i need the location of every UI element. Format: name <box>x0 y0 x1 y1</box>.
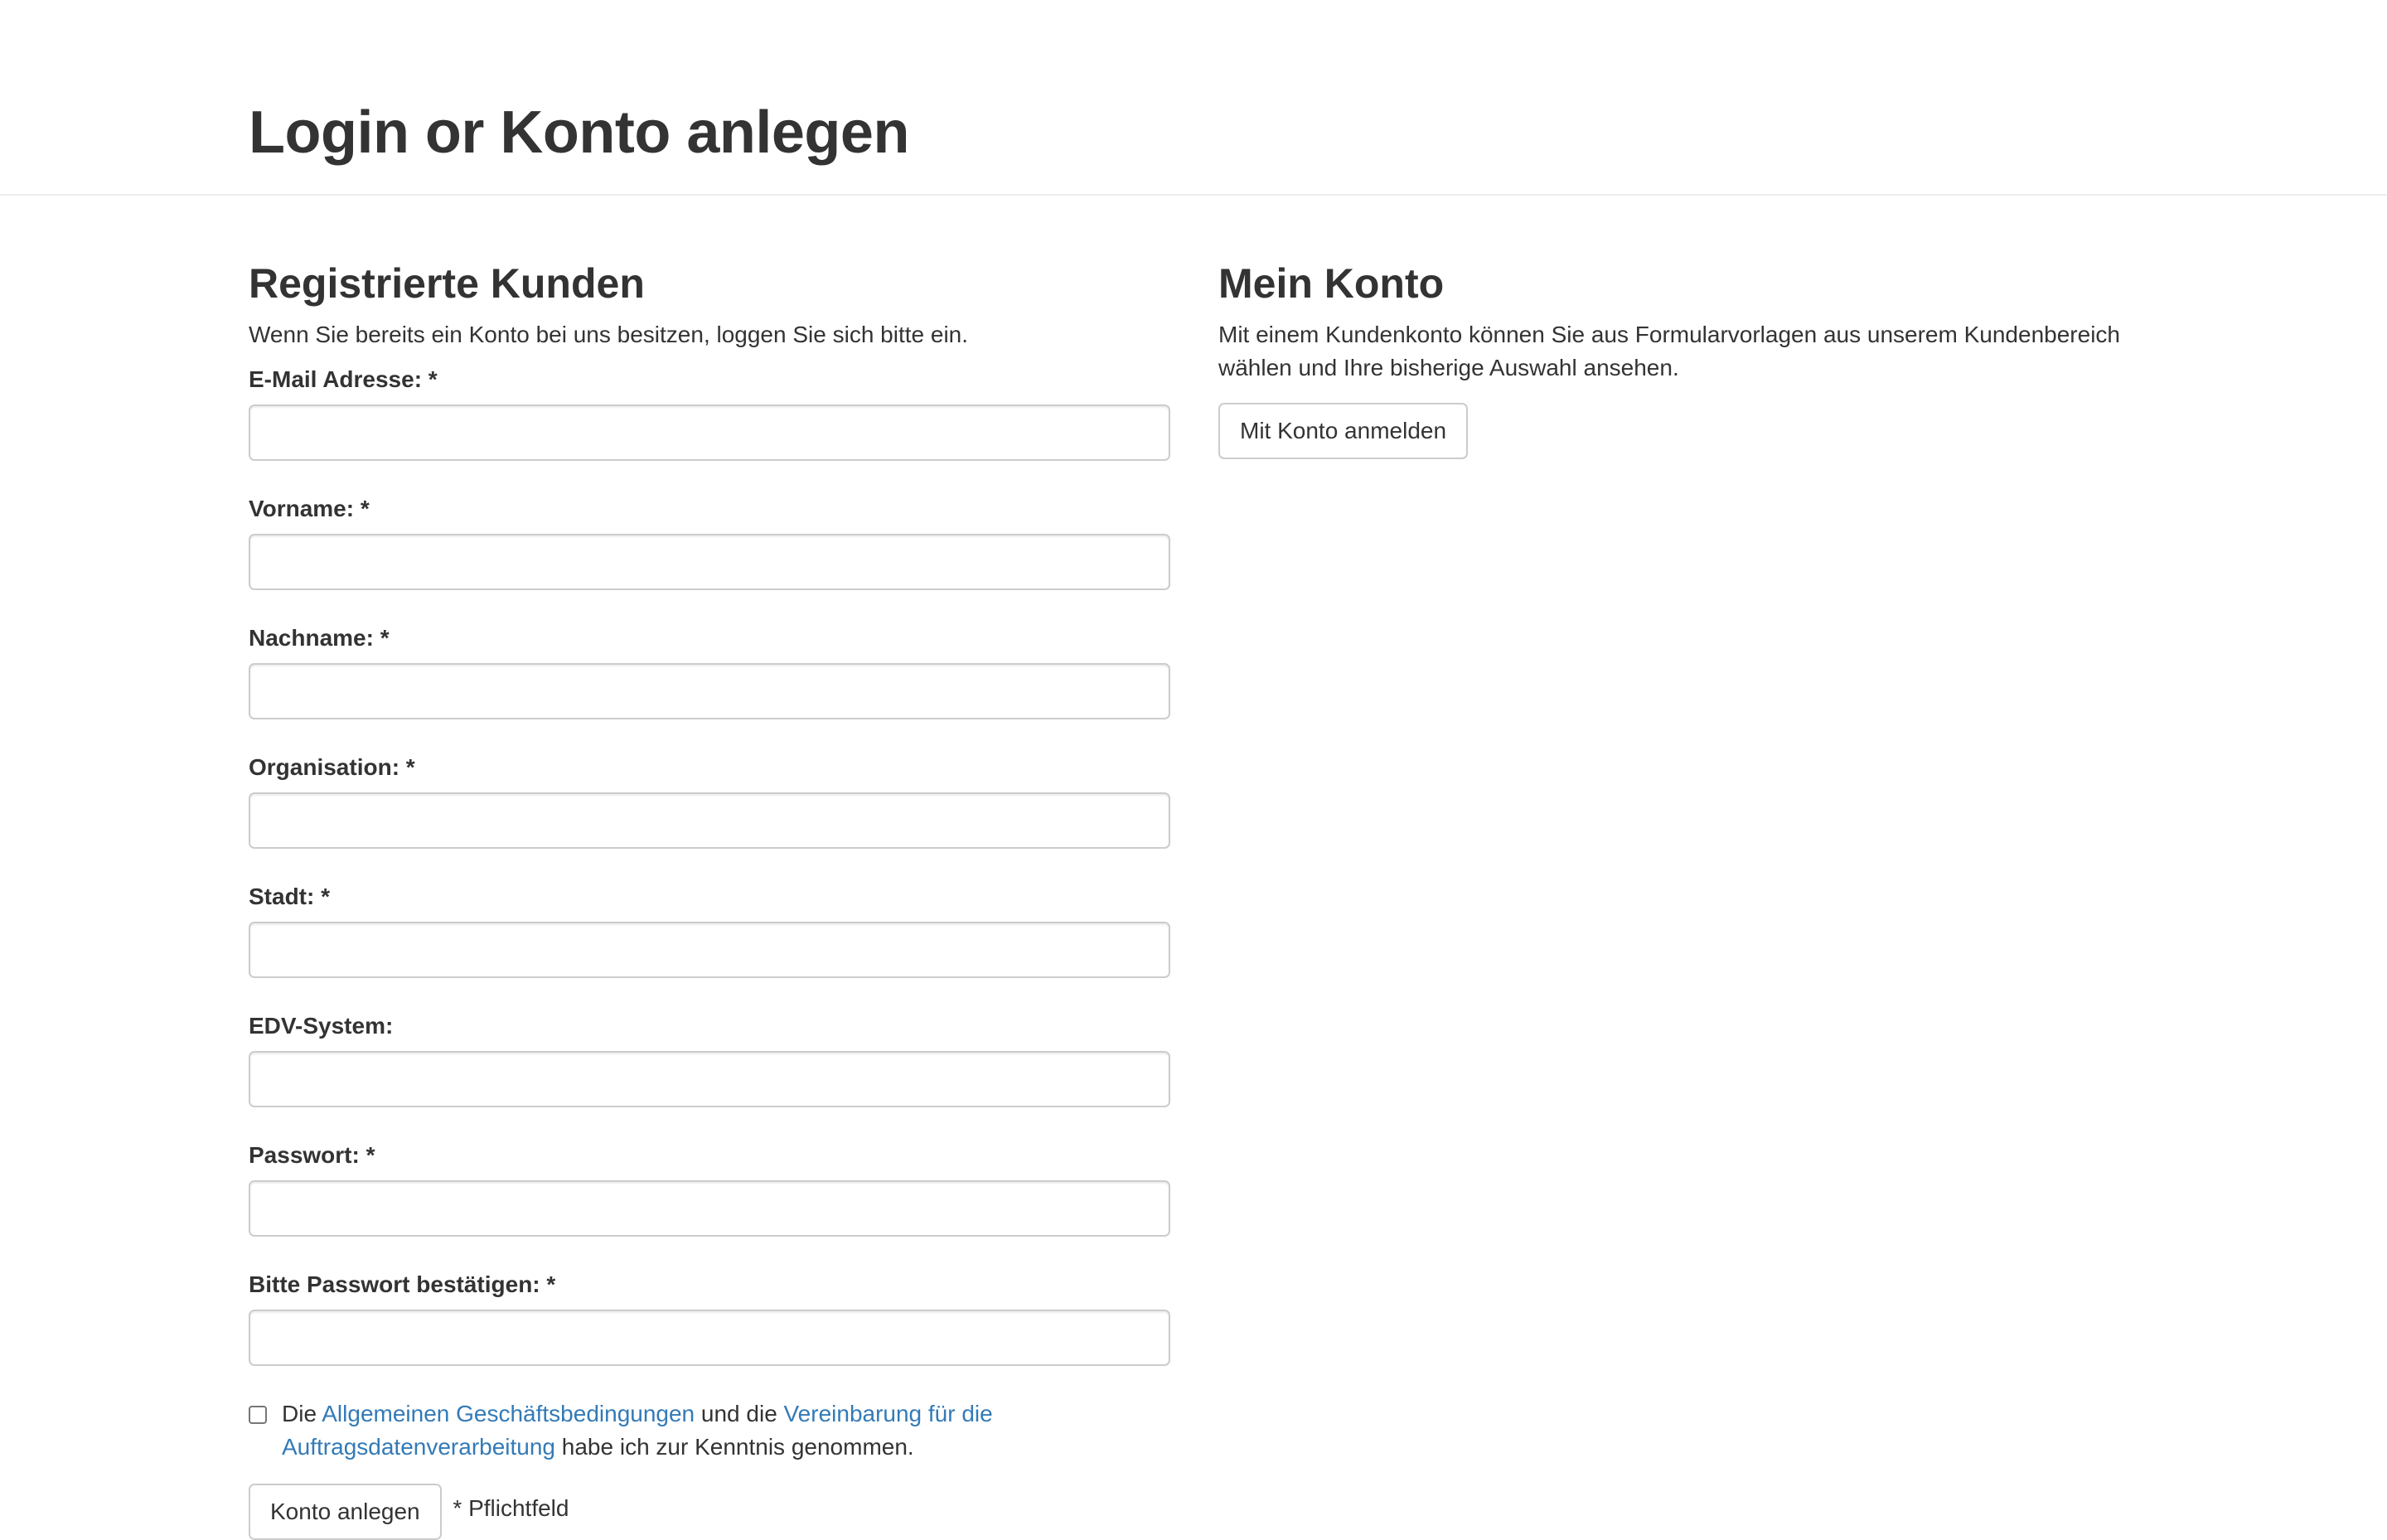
required-note: * Pflichtfeld <box>453 1494 569 1521</box>
terms-prefix: Die <box>282 1401 322 1426</box>
submit-row <box>249 1482 1170 1540</box>
dpa-link[interactable]: Vereinbarung für die Auftragsdatenverarbeitung <box>282 1401 993 1460</box>
organisation-field[interactable] <box>249 792 1170 849</box>
firstname-field[interactable] <box>249 534 1170 590</box>
edv-system-label: EDV-System: <box>249 1013 394 1039</box>
lastname-field[interactable] <box>249 663 1170 719</box>
terms-agreement <box>249 1397 1028 1464</box>
email-label: E-Mail Adresse: * <box>249 366 438 392</box>
lastname-label: Nachname: * <box>249 625 390 651</box>
page-title: Login or Konto anlegen <box>249 99 909 166</box>
account-section <box>1218 249 2140 459</box>
city-label: Stadt: * <box>249 884 330 909</box>
account-heading: Mein Konto <box>1218 260 1445 307</box>
email-field[interactable] <box>249 404 1170 461</box>
city-field[interactable] <box>249 922 1170 978</box>
password-confirm-field[interactable] <box>249 1310 1170 1366</box>
firstname-label: Vorname: * <box>249 496 370 521</box>
terms-link[interactable]: Allgemeinen Geschäftsbedingungen <box>322 1401 695 1426</box>
password-label: Passwort: * <box>249 1142 375 1168</box>
password-field[interactable] <box>249 1180 1170 1237</box>
terms-suffix: habe ich zur Kenntnis genommen. <box>555 1434 914 1460</box>
terms-checkbox[interactable] <box>249 1406 267 1424</box>
terms-middle: und die <box>695 1401 784 1426</box>
page-header <box>0 0 2387 196</box>
register-section <box>249 249 1170 1540</box>
register-intro: Wenn Sie bereits ein Konto bei uns besitzen, loggen Sie sich bitte ein. <box>249 322 969 347</box>
edv-system-field[interactable] <box>249 1051 1170 1107</box>
organisation-label: Organisation: * <box>249 754 415 780</box>
register-heading: Registrierte Kunden <box>249 260 645 307</box>
login-button[interactable]: Mit Konto anmelden <box>1218 403 1468 459</box>
create-account-button[interactable]: Konto anlegen <box>249 1484 442 1540</box>
password-confirm-label: Bitte Passwort bestätigen: * <box>249 1271 556 1297</box>
account-intro: Mit einem Kundenkonto können Sie aus Formularvorlagen aus unserem Kundenbereich wählen und Ihre bisherige Auswahl ansehen. <box>1218 322 2120 380</box>
